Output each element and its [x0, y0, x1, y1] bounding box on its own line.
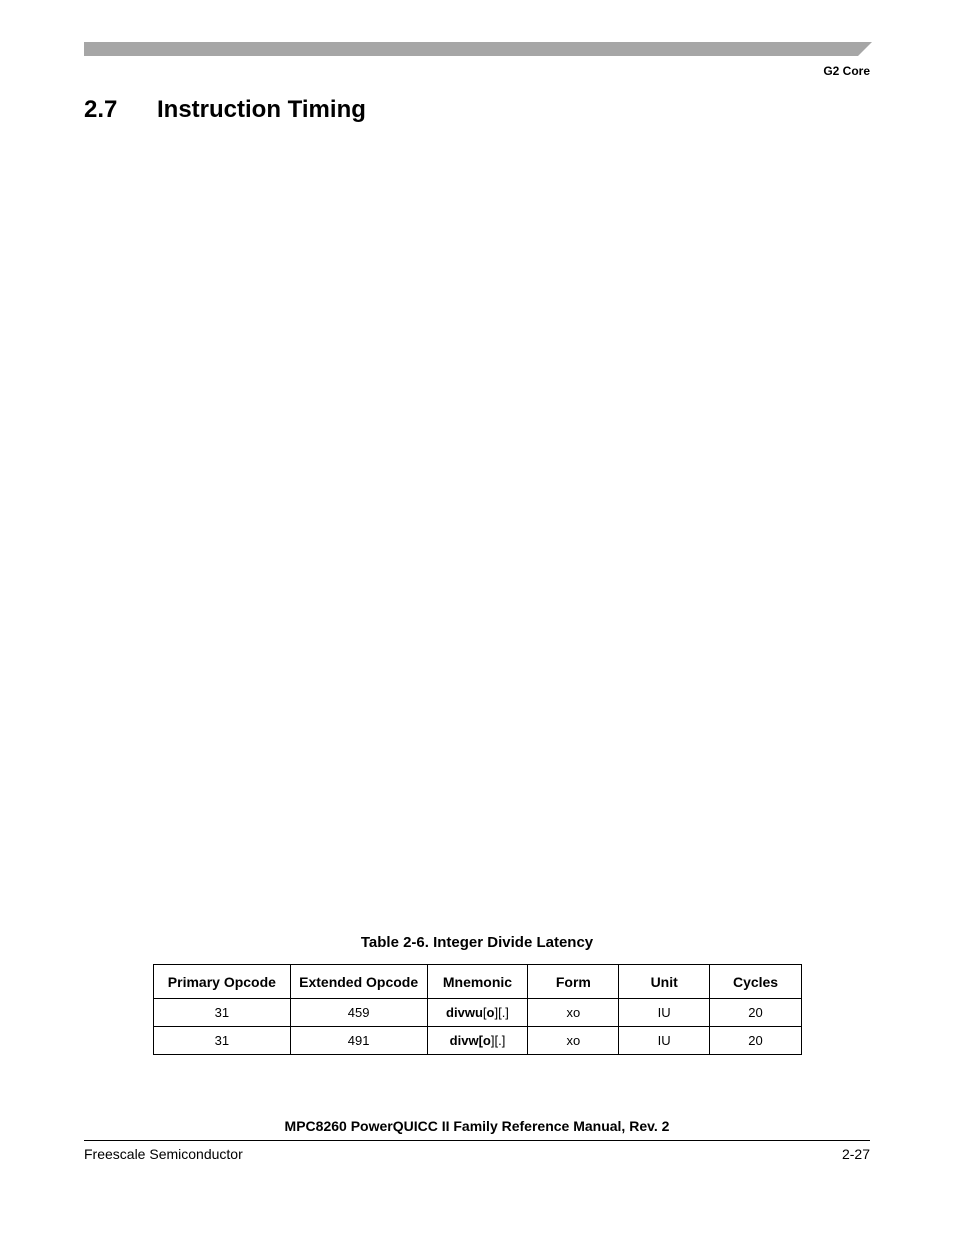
unit-cell: IU	[619, 999, 710, 1027]
table-caption: Table 2-6. Integer Divide Latency	[360, 934, 594, 951]
mnemonic-name: divwu	[446, 1005, 483, 1020]
column-header-cycles: Cycles	[710, 965, 802, 999]
column-header-unit: Unit	[619, 965, 710, 999]
primary-opcode-cell: 31	[154, 999, 291, 1027]
column-header-extended-opcode: Extended Opcode	[290, 965, 427, 999]
mnemonic-o-option: o	[482, 1033, 491, 1048]
section-number: 2.7	[84, 96, 118, 123]
form-cell: xo	[528, 999, 619, 1027]
integer-divide-latency-table	[153, 964, 802, 1055]
column-header-primary-opcode: Primary Opcode	[154, 965, 291, 999]
section-title: Instruction Timing	[157, 96, 366, 123]
table-row	[154, 999, 802, 1027]
footer-divider	[84, 1140, 870, 1141]
table-row	[154, 1027, 802, 1055]
mnemonic-bracket: [	[478, 1033, 483, 1048]
form-cell: xo	[528, 1027, 619, 1055]
mnemonic-cell	[427, 999, 528, 1027]
table-header-row	[154, 965, 802, 999]
running-header: G2 Core	[823, 64, 870, 78]
footer-company: Freescale Semiconductor	[84, 1146, 243, 1162]
footer-page-number: 2-27	[841, 1146, 870, 1162]
mnemonic-cell	[427, 1027, 528, 1055]
mnemonic-o-option: o	[486, 1005, 495, 1020]
footer-manual-title: MPC8260 PowerQUICC II Family Reference Manual, Rev. 2	[284, 1118, 670, 1134]
extended-opcode-cell: 491	[290, 1027, 427, 1055]
mnemonic-dot-option: ][.]	[494, 1005, 509, 1020]
cycles-cell: 20	[710, 1027, 802, 1055]
mnemonic-name: divw	[449, 1033, 479, 1048]
primary-opcode-cell: 31	[154, 1027, 291, 1055]
section-heading	[84, 96, 366, 124]
cycles-cell: 20	[710, 999, 802, 1027]
extended-opcode-cell: 459	[290, 999, 427, 1027]
mnemonic-bracket: [	[482, 1005, 487, 1020]
column-header-form: Form	[528, 965, 619, 999]
unit-cell: IU	[619, 1027, 710, 1055]
column-header-mnemonic: Mnemonic	[427, 965, 528, 999]
mnemonic-dot-option: ][.]	[490, 1033, 506, 1048]
header-decorative-bar	[84, 42, 872, 56]
